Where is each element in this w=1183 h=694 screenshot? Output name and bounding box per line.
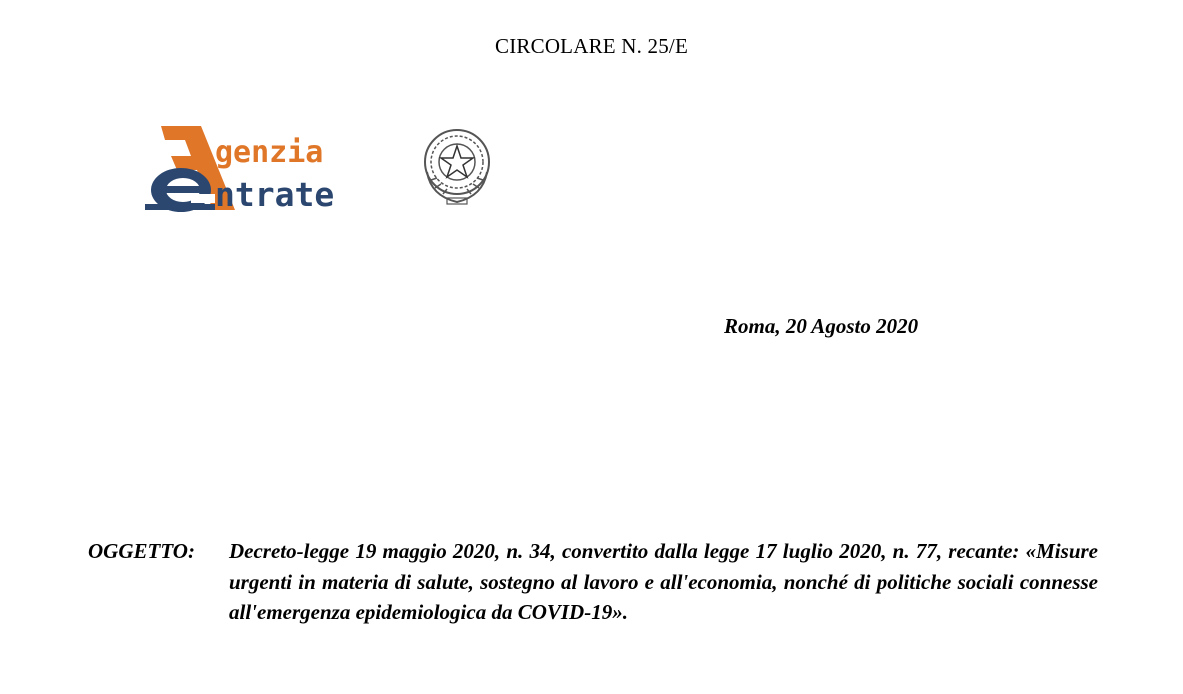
agenzia-entrate-logo xyxy=(143,120,503,216)
subject-label: OGGETTO: xyxy=(88,539,195,563)
document-date: Roma, 20 Agosto 2020 xyxy=(724,314,919,338)
logo-word-ntrate: ntrate xyxy=(215,175,335,214)
circular-number: CIRCOLARE N. 25/E xyxy=(495,34,688,58)
subject-text: Decreto-legge 19 maggio 2020, n. 34, convertito dalla legge 17 luglio 2020, n. 77, recante: «Misure urgenti in materia di salute, sostegno al lavoro e all'economia, nonché di politiche sociali connesse all'emergenza epidemiologica da COVID-19». xyxy=(229,539,1098,624)
subject-block xyxy=(88,536,1098,628)
italian-republic-emblem-icon xyxy=(417,122,497,208)
logo-word-genzia: genzia xyxy=(215,135,324,170)
